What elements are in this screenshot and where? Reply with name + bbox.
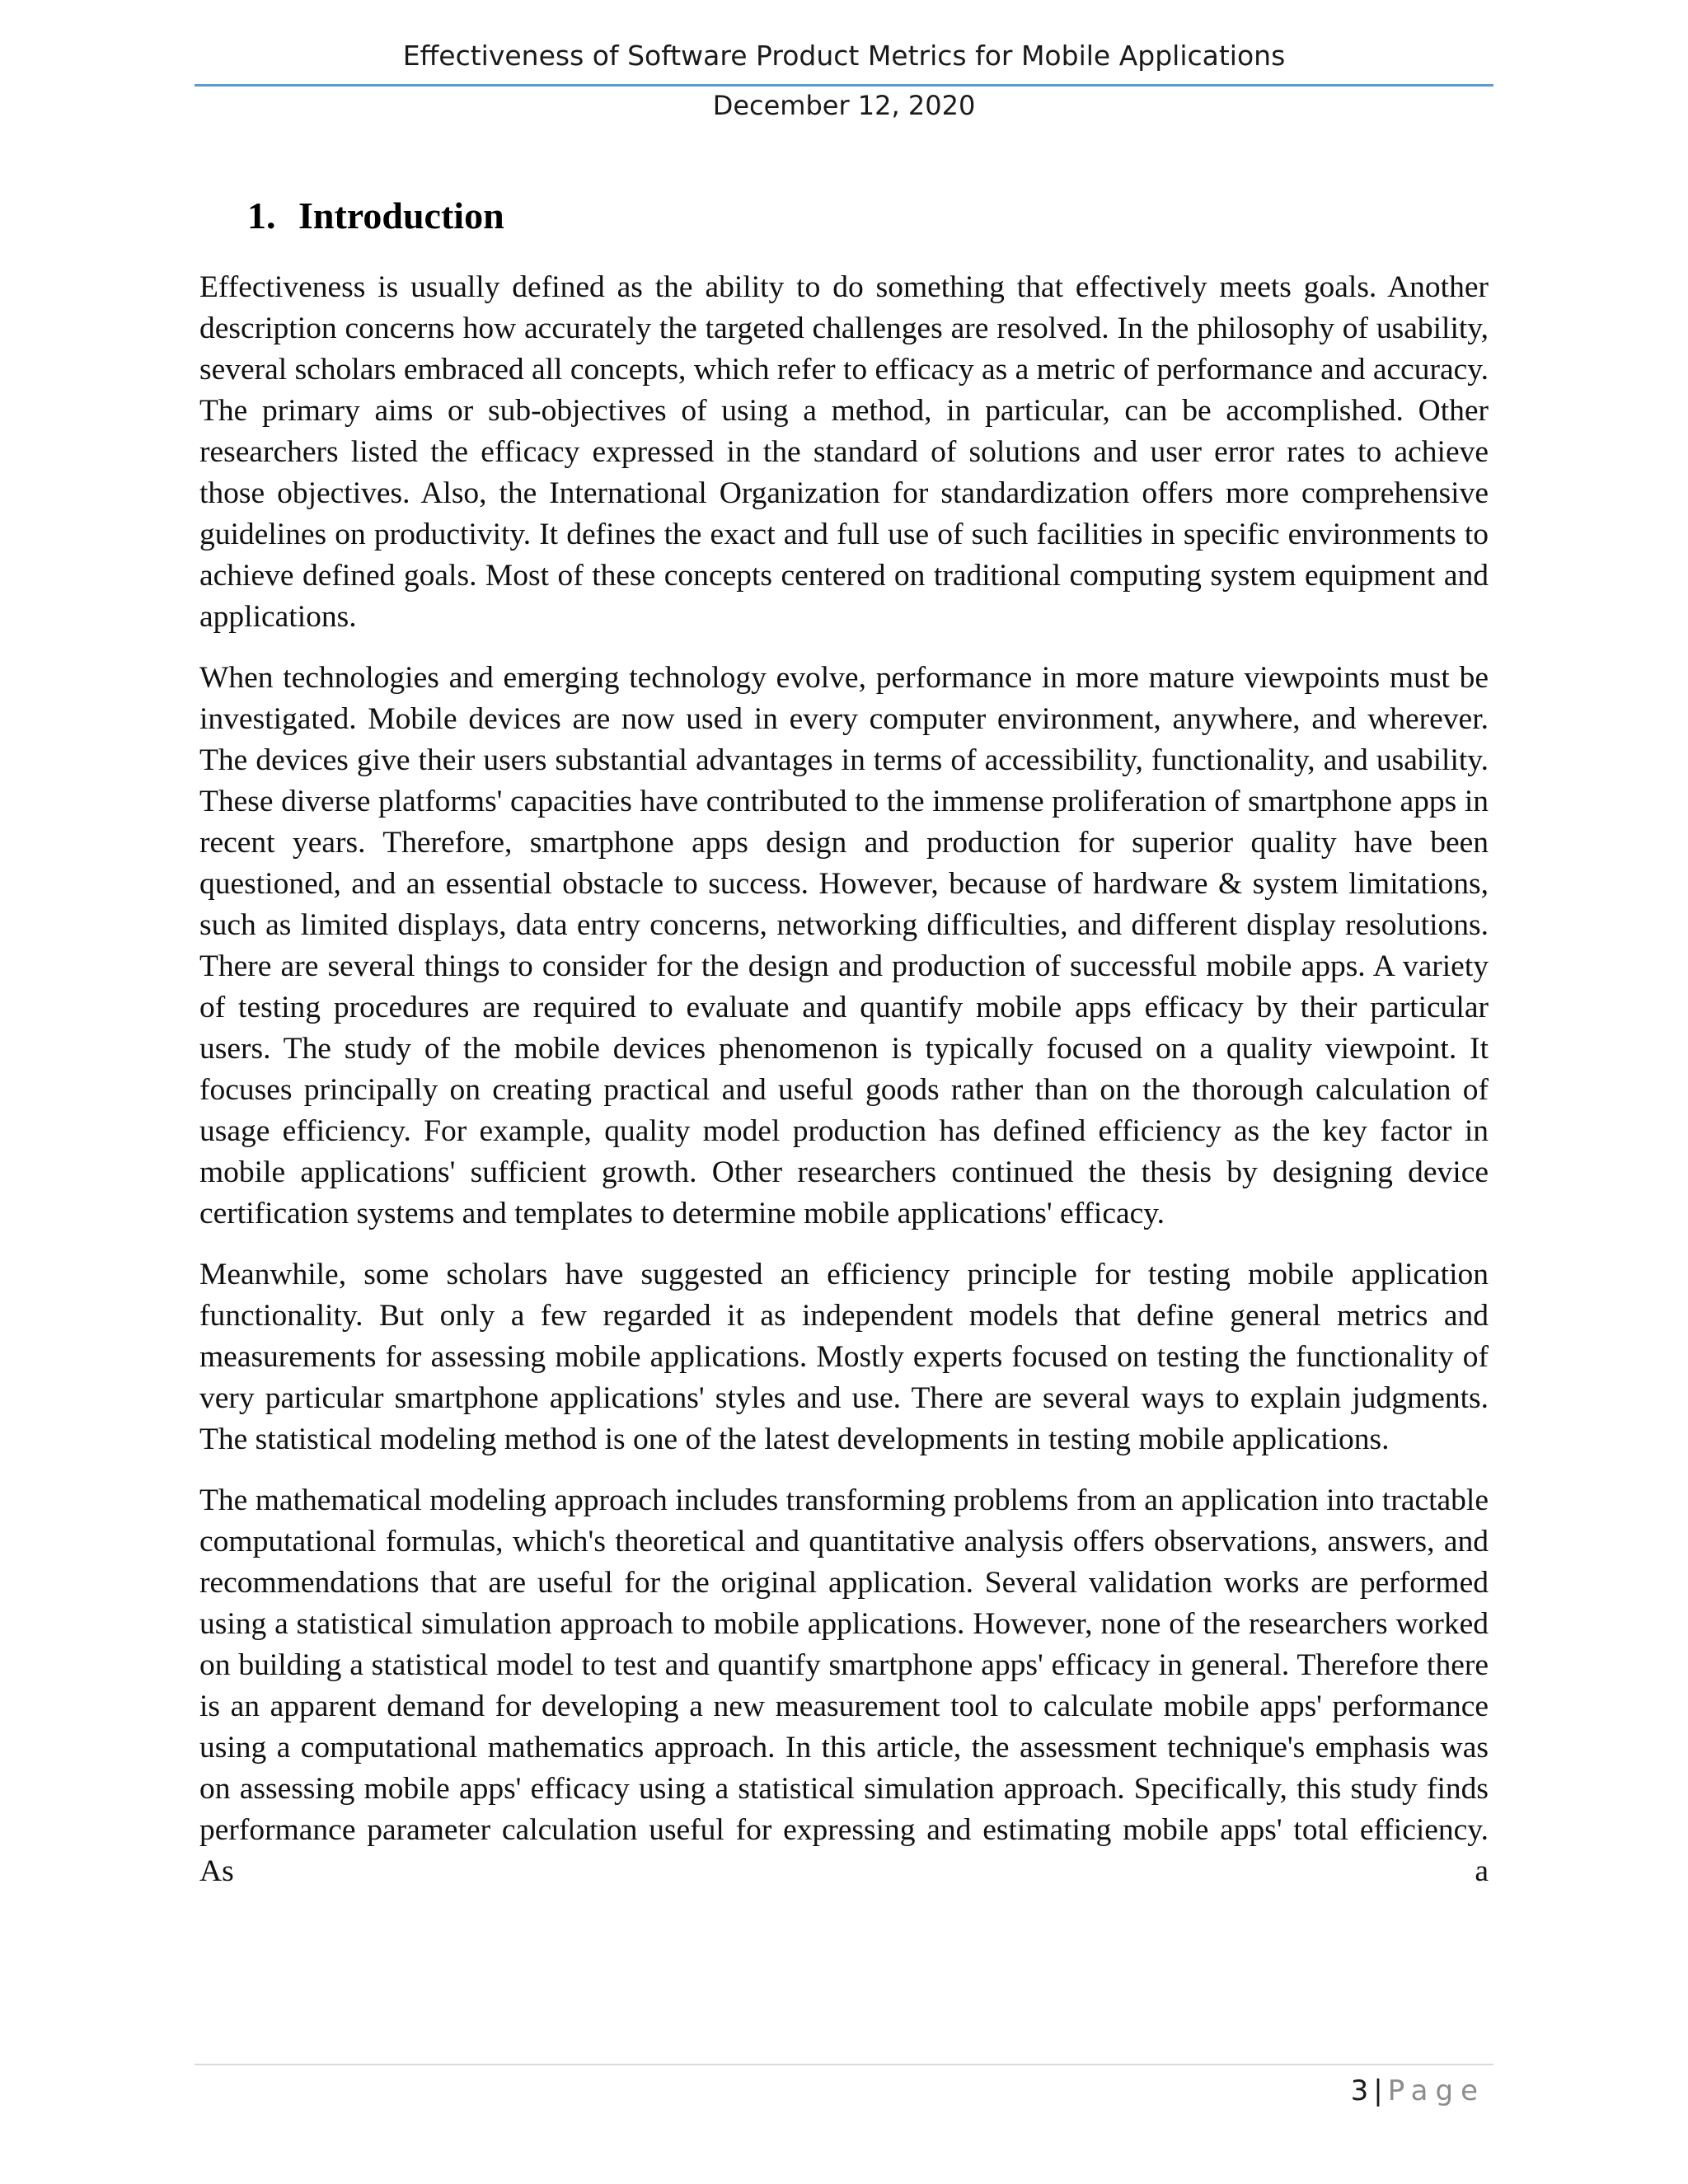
section-number: 1. (247, 194, 276, 237)
paragraph-4: The mathematical modeling approach includes transforming problems from an application into tractable computational formulas, which's theoretical and quantitative analysis offers observations, answers, and recommendations that are useful for the original application. Several validation works are performed using a statistical simulation approach to mobile applications. However, none of the researchers worked on building a statistical model to test and quantify smartphone apps' efficacy in general. Therefore there is an apparent demand for developing a new measurement tool to calculate mobile apps' performance using a computational mathematics approach. In this article, the assessment technique's emphasis was on assessing mobile apps' efficacy using a statistical simulation approach. Specifically, this study finds performance parameter calculation useful for expressing and estimating mobile apps' total efficiency. As a (199, 1483, 1489, 1888)
page-number: 3 (1350, 2074, 1369, 2107)
paragraph-2: When technologies and emerging technology evolve, performance in more mature viewpoints must be investigated. Mobile devices are now used in every computer environment, anywhere, and wherever. The devices give their users substantial advantages in terms of accessibility, functionality, and usability. These diverse platforms' capacities have contributed to the immense proliferation of smartphone apps in recent years. Therefore, smartphone apps design and production for superior quality have been questioned, and an essential obstacle to success. However, because of hardware & system limitations, such as limited displays, data entry concerns, networking difficulties, and different display resolutions. There are several things to consider for the design and production of successful mobile apps. A variety of testing procedures are required to evaluate and quantify mobile apps efficacy by their particular users. The study of the mobile devices phenomenon is typically focused on a quality viewpoint. It focuses principally on creating practical and useful goods rather than on the thorough calculation of usage efficiency. For example, quality model production has defined efficiency as the key factor in mobile applications' sufficient growth. Other researchers continued the thesis by designing device certification systems and templates to determine mobile applications' efficacy. (199, 661, 1489, 1230)
paragraph-1: Effectiveness is usually defined as the ability to do something that effectively meets goals. Another description concerns how accurately the targeted challenges are resolved. In the philosophy of usability, several scholars embraced all concepts, which refer to efficacy as a metric of performance and accuracy. The primary aims or sub-objectives of using a method, in particular, can be accomplished. Other researchers listed the efficacy expressed in the standard of solutions and user error rates to achieve those objectives. Also, the International Organization for standardization offers more comprehensive guidelines on productivity. It defines the exact and full use of such facilities in specific environments to achieve defined goals. Most of these concepts centered on traditional computing system equipment and applications. (199, 270, 1489, 634)
footer-rule (195, 2064, 1493, 2065)
paragraph-3: Meanwhile, some scholars have suggested an efficiency principle for testing mobile application functionality. But only a few regarded it as independent models that define general metrics and measurements for assessing mobile applications. Mostly experts focused on testing the functionality of very particular smartphone applications' styles and use. There are several ways to explain judgments. The statistical modeling method is one of the latest developments in testing mobile applications. (199, 1258, 1489, 1456)
header-date: December 12, 2020 (712, 90, 976, 121)
page-number-footer (1351, 2072, 1485, 2110)
body-text (199, 267, 1489, 1912)
page-separator: | (1373, 2074, 1383, 2107)
header-rule (195, 84, 1493, 87)
page-label: Page (1387, 2074, 1485, 2107)
running-header-title: Effectiveness of Software Product Metrics for Mobile Applications (402, 40, 1286, 72)
section-heading (247, 191, 504, 241)
section-title: Introduction (298, 194, 504, 237)
